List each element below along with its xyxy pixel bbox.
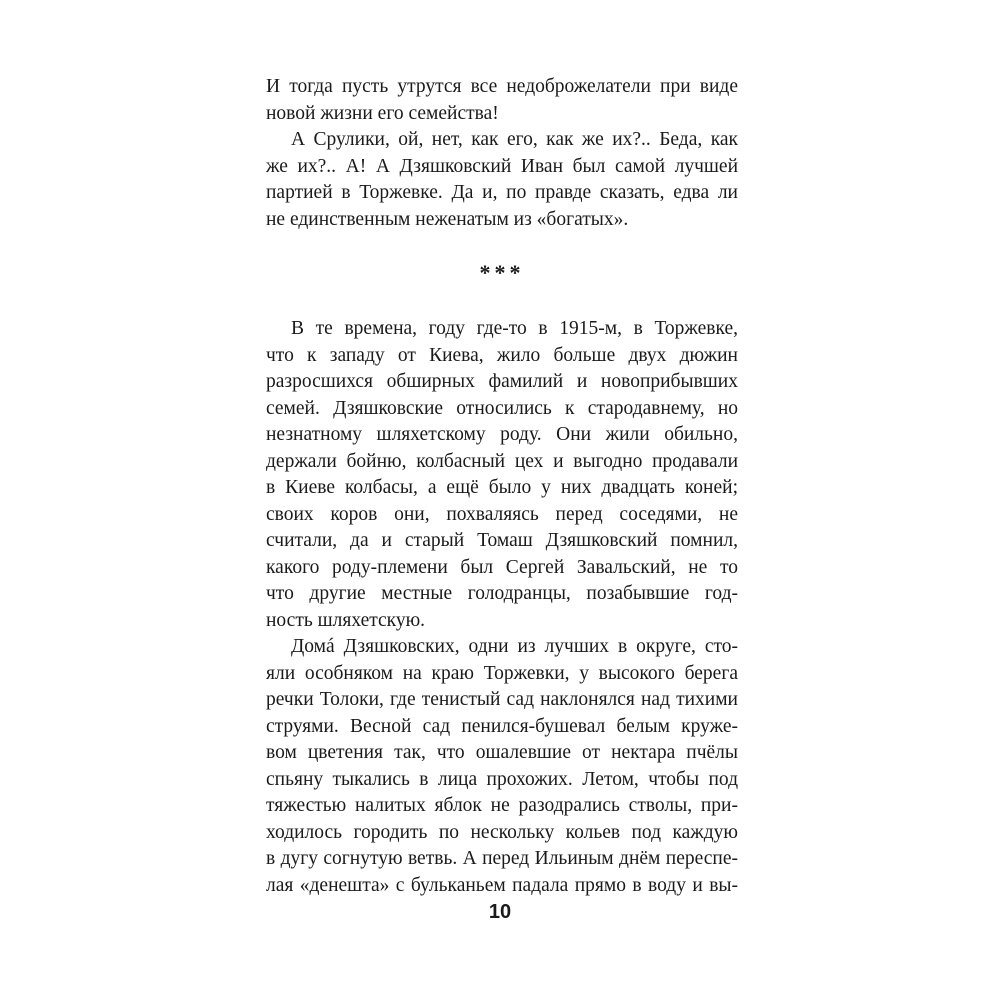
text-line: спьяну тыкались в лица прохожих. Летом, чтобы под — [266, 768, 738, 790]
text-line: В те времена, году где-то в 1915-м, в Торжевке, — [291, 318, 738, 339]
text-block-2 — [266, 316, 738, 899]
text-line: ходилось городить по нескольку кольев под каждую — [266, 821, 738, 843]
text-line: струями. Весной сад пенился-бушевал белым круже- — [266, 715, 738, 737]
text-line: И тогда пусть утрутся все недоброжелатели при виде — [266, 76, 738, 97]
text-line: в дугу согнутую ветвь. А перед Ильиным днём переспе- — [266, 848, 738, 869]
text-line: не единственным неженатым из «богатых». — [266, 208, 629, 230]
page-number: 10 — [488, 901, 512, 923]
text-line: незнатному шляхетскому роду. Они жили обильно, — [266, 424, 738, 445]
text-line: яли особняком на краю Торжевки, у высокого берега — [266, 662, 738, 684]
text-line: считали, да и старый Томаш Дзяшковский помнил, — [266, 530, 738, 551]
text-line: же их?.. А! А Дзяшковский Иван был самой лучшей — [266, 155, 738, 177]
text-line: партией в Торжевке. Да и, по правде сказать, едва ли — [266, 182, 738, 203]
text-line: какого роду-племени был Сергей Завальский, не то — [266, 556, 738, 578]
text-line: своих коров они, похваляясь перед соседями, не — [266, 503, 738, 525]
section-separator: *** — [479, 260, 525, 285]
text-line: что к западу от Киева, жило больше двух дюжин — [266, 344, 738, 366]
text-line: лая «денешта» с бульканьем падала прямо в воду и вы- — [266, 874, 738, 896]
text-line: новой жизни его семейства! — [266, 102, 499, 124]
text-line: А Срулики, ой, нет, как его, как же их?.. Беда, как — [291, 129, 738, 150]
text-line: держали бойню, колбасный цех и выгодно продавали — [266, 450, 738, 472]
text-line: Домá Дзяшковских, одни из лучших в округе, сто- — [291, 636, 738, 657]
text-line: в Киеве колбасы, а ещё было у них двадцать коней; — [266, 477, 738, 498]
text-line: ность шляхетскую. — [266, 609, 426, 631]
text-line: семей. Дзяшковские относились к стародавнему, но — [266, 397, 738, 419]
text-block-1 — [266, 74, 738, 233]
text-line: что другие местные голодранцы, позабывшие год- — [266, 583, 738, 604]
text-line: разросшихся обширных фамилий и новоприбывших — [266, 371, 738, 392]
text-line: речки Толоки, где тенистый сад наклонялся над тихими — [266, 689, 738, 710]
text-line: тяжестью налитых яблок не разодрались стволы, при- — [266, 795, 738, 816]
text-line: вом цветения так, что ошалевшие от нектара пчёлы — [266, 742, 738, 763]
